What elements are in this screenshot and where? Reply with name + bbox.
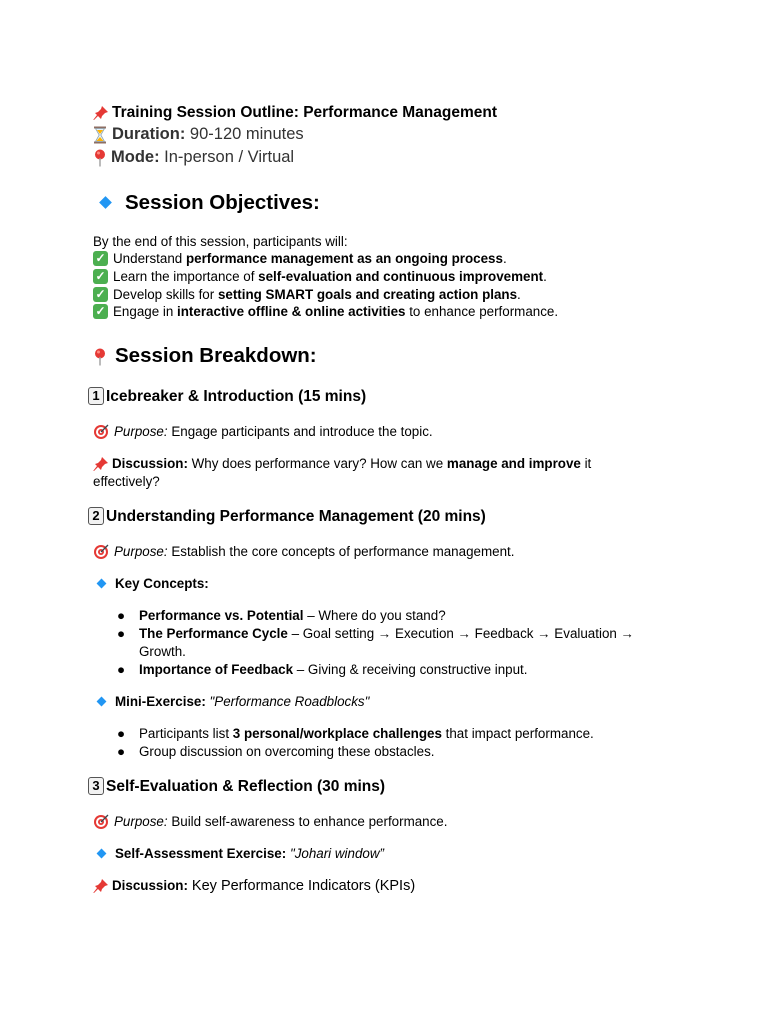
discussion-text-end: it [580,456,592,471]
self-assessment-heading [93,846,384,861]
section-1-purpose [93,424,433,440]
purpose-text: Engage participants and introduce the topic. [167,424,433,439]
section-2-title: Understanding Performance Management (20 mins) [106,508,486,526]
mini-exercise-title: "Performance Roadblocks" [209,694,370,709]
blue-diamond-icon [97,697,107,707]
section-1-discussion-cont: effectively? [93,474,160,489]
objectives-heading [93,191,320,215]
purpose-label: Purpose: [114,544,168,559]
mode-value: In-person / Virtual [164,148,295,166]
objective-emphasis: self-evaluation and continuous improvement [258,269,544,284]
section-3-discussion [93,878,415,894]
section-2-purpose [93,544,514,560]
discussion-emphasis: manage and improve [446,456,581,471]
concept-term: Importance of Feedback [139,662,294,677]
concept-term: Performance vs. Potential [139,608,304,623]
bullet-dot-icon: ● [117,726,126,741]
concept-desc: – Where do you stand? [303,608,446,623]
mini-emphasis: 3 personal/workplace challenges [232,726,442,741]
check-mark-icon: ✓ [93,304,108,319]
objectives-intro: By the end of this session, participants will: [93,234,348,249]
key-concepts-heading [93,576,209,591]
blue-diamond-icon [99,196,112,209]
concept-text [139,626,634,641]
mini-exercise-text: Group discussion on overcoming these obstacles. [139,744,435,759]
discussion-text: Why does performance vary? How can we [187,456,447,471]
pushpin-icon [93,456,109,472]
objective-text: Understand [113,251,186,266]
objective-text-end: . [517,287,521,302]
objective-text: Develop skills for [113,287,218,302]
key-concepts-label: Key Concepts: [115,576,209,591]
pushpin-icon [93,878,109,894]
section-1-discussion [93,456,591,472]
target-icon [93,544,109,560]
number-3-icon: 3 [88,777,104,795]
exercise-title: "Johari window” [289,846,384,861]
discussion-label: Discussion: [112,456,188,471]
check-mark-icon: ✓ [93,287,108,302]
mini-exercise-text [139,726,594,741]
blue-diamond-icon [97,579,107,589]
title-text: Training Session Outline: Performance Management [112,104,498,121]
location-pin-icon [93,348,107,366]
bullet-dot-icon: ● [117,662,126,677]
breakdown-heading [93,344,317,368]
objective-item [93,287,521,303]
breakdown-heading-text: Session Breakdown: [115,344,317,367]
objective-emphasis: performance management as an ongoing process [185,251,503,266]
duration-label: Duration: [112,125,186,143]
objectives-heading-text: Session Objectives: [125,191,320,214]
section-3-title: Self-Evaluation & Reflection (30 mins) [106,778,386,796]
mini-text: Participants list [139,726,233,741]
objective-item [93,251,507,267]
objective-text-end: . [502,251,507,266]
concept-term: The Performance Cycle [139,626,288,641]
pushpin-icon [93,105,109,121]
concept-desc-cont: Growth. [139,644,186,659]
number-2-icon: 2 [88,507,104,525]
mode-label: Mode: [111,148,160,166]
mini-text-end: that impact performance. [441,726,594,741]
bullet-dot-icon: ● [117,608,126,623]
bullet-dot-icon: ● [117,744,126,759]
document-title [93,104,497,122]
section-1-heading [88,388,366,406]
section-1-title: Icebreaker & Introduction (15 mins) [106,388,367,406]
section-2-heading [88,508,486,526]
objective-text-end: to enhance performance. [405,304,559,319]
exercise-label: Self-Assessment Exercise: [115,846,287,861]
objective-text: Engage in [113,304,178,319]
target-icon [93,424,109,440]
objective-text-end: . [543,269,547,284]
objective-text: Learn the importance of [113,269,259,284]
check-mark-icon: ✓ [93,269,108,284]
discussion-label: Discussion: [112,878,188,893]
duration-value: 90-120 minutes [189,125,304,143]
mini-exercise-heading [93,694,369,709]
purpose-text: Build self-awareness to enhance performance. [167,814,448,829]
section-3-heading [88,778,385,796]
number-1-icon: 1 [88,387,104,405]
section-3-purpose [93,814,447,830]
concept-desc: – Giving & receiving constructive input. [293,662,528,677]
blue-diamond-icon [97,849,107,859]
discussion-text: Key Performance Indicators (KPIs) [187,878,416,894]
concept-text [139,608,446,623]
duration-line [93,125,304,144]
target-icon [93,814,109,830]
location-pin-icon [93,149,107,167]
concept-desc: – Goal setting → Execution → Feedback → Evaluation → [287,626,634,641]
objective-item [93,304,558,320]
bullet-dot-icon: ● [117,626,126,641]
purpose-text: Establish the core concepts of performance management. [167,544,515,559]
purpose-label: Purpose: [114,424,168,439]
hourglass-icon [93,126,107,144]
objective-emphasis: setting SMART goals and creating action plans [217,287,518,302]
objective-emphasis: interactive offline & online activities [177,304,406,319]
check-mark-icon: ✓ [93,251,108,266]
mode-line [93,148,294,167]
purpose-label: Purpose: [114,814,168,829]
mini-exercise-label: Mini-Exercise: [115,694,206,709]
objective-item [93,269,547,285]
concept-text [139,662,528,677]
